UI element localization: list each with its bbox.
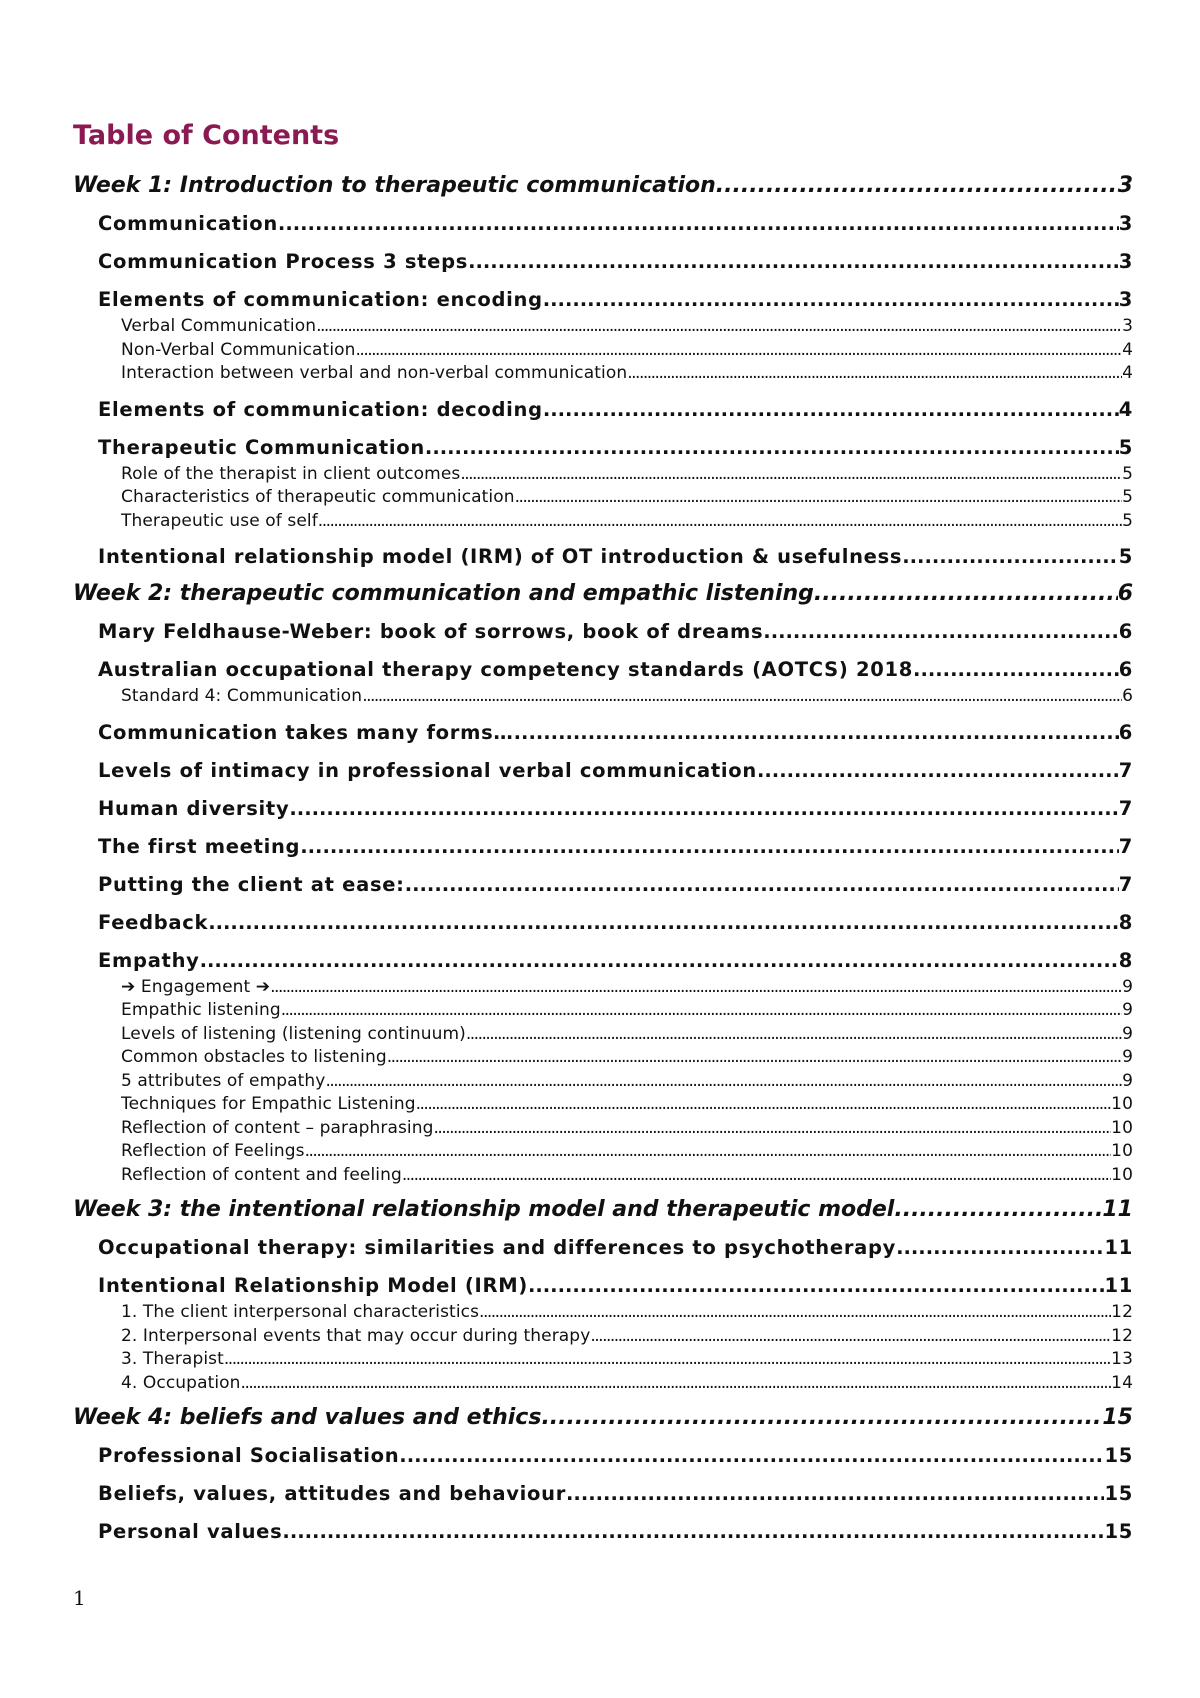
toc-entry-level-3[interactable] <box>73 976 1133 1000</box>
toc-entry-title: 3. Therapist <box>121 1349 224 1369</box>
toc-entry-level-2[interactable] <box>73 1441 1133 1471</box>
toc-entry-page-number: 3 <box>1118 212 1133 235</box>
toc-dot-leader <box>814 579 1118 609</box>
toc-entry-page-number: 6 <box>1118 720 1133 744</box>
toc-entry-page-number: 7 <box>1118 834 1133 858</box>
toc-dot-leader <box>896 1233 1104 1263</box>
toc-entry-page-number: 8 <box>1118 910 1133 934</box>
toc-entry-level-3[interactable] <box>73 339 1133 363</box>
toc-entry-page-number: 4 <box>1122 339 1133 360</box>
toc-entry-title: Personal values <box>98 1520 283 1543</box>
toc-entry-title: Elements of communication: encoding <box>98 288 543 311</box>
toc-entry-title: Therapeutic Communication <box>98 435 425 459</box>
toc-entry-page-number: 4 <box>1122 363 1133 383</box>
toc-dot-leader <box>416 1093 1112 1117</box>
toc-dot-leader <box>543 395 1119 425</box>
toc-entry-page-number: 10 <box>1111 1141 1133 1161</box>
toc-entry-title: ➔ Engagement ➔ <box>121 976 271 997</box>
toc-entry-page-number: 13 <box>1111 1349 1133 1369</box>
toc-entry-title: Empathy <box>98 948 200 972</box>
toc-dot-leader <box>300 832 1119 862</box>
toc-entry-title: Professional Socialisation <box>98 1444 400 1467</box>
toc-entry-level-3[interactable] <box>73 1164 1133 1188</box>
toc-entry-page-number: 7 <box>1118 872 1133 896</box>
toc-entry-title: Human diversity <box>98 796 290 820</box>
toc-entry-level-3[interactable] <box>73 1325 1133 1349</box>
toc-entry-level-3[interactable] <box>73 1093 1133 1117</box>
page-number: 1 <box>73 1586 86 1610</box>
toc-entry-page-number: 7 <box>1118 758 1133 782</box>
toc-dot-leader <box>894 1195 1102 1225</box>
toc-dot-leader <box>325 1070 1122 1094</box>
toc-dot-leader <box>528 1271 1105 1301</box>
toc-entry-title: Techniques for Empathic Listening <box>121 1094 416 1114</box>
toc-entry-title: Empathic listening <box>121 1000 281 1020</box>
toc-entry-level-2[interactable] <box>73 1271 1133 1301</box>
toc-dot-leader <box>362 685 1122 709</box>
toc-entry-title: Verbal Communication <box>121 316 317 336</box>
toc-entry-level-3[interactable] <box>73 362 1133 386</box>
toc-entry-level-3[interactable] <box>73 1046 1133 1070</box>
toc-entry-page-number: 3 <box>1118 250 1133 273</box>
toc-entry-title: 2. Interpersonal events that may occur during therapy <box>121 1325 591 1346</box>
toc-entry-page-number: 15 <box>1102 1405 1133 1430</box>
toc-entry-title: Role of the therapist in client outcomes <box>121 463 461 484</box>
toc-entry-level-3[interactable] <box>73 1140 1133 1164</box>
toc-entry-title: Standard 4: Communication <box>121 686 363 706</box>
toc-entry-level-1[interactable] <box>73 1195 1133 1225</box>
toc-entry-page-number: 5 <box>1118 545 1133 568</box>
toc-entry-level-2[interactable] <box>73 1517 1133 1547</box>
toc-entry-title: 4. Occupation <box>121 1372 241 1393</box>
toc-entry-level-3[interactable] <box>73 463 1133 487</box>
toc-dot-leader <box>514 718 1119 748</box>
toc-entry-page-number: 11 <box>1104 1274 1133 1297</box>
toc-dot-leader <box>425 433 1119 463</box>
toc-dot-leader <box>318 510 1122 534</box>
toc-entry-level-2[interactable] <box>73 756 1133 786</box>
toc-entry-level-2[interactable] <box>73 247 1133 277</box>
toc-entry-page-number: 5 <box>1122 463 1133 484</box>
toc-entry-level-1[interactable] <box>73 1403 1133 1433</box>
toc-dot-leader <box>763 617 1118 647</box>
toc-entry-title: Levels of intimacy in professional verbal communication <box>98 758 757 782</box>
toc-dot-leader <box>543 285 1119 315</box>
toc-entry-page-number: 9 <box>1122 1047 1133 1067</box>
toc-dot-leader <box>466 1023 1122 1047</box>
toc-dot-leader <box>434 1117 1112 1141</box>
toc-dot-leader <box>468 247 1119 277</box>
toc-entry-page-number: 7 <box>1118 796 1133 820</box>
toc-entry-page-number: 5 <box>1122 487 1133 507</box>
toc-entry-level-2[interactable] <box>73 395 1133 425</box>
toc-entry-level-3[interactable] <box>73 1070 1133 1094</box>
toc-dot-leader <box>627 362 1122 386</box>
toc-dot-leader <box>402 1164 1111 1188</box>
toc-entry-level-2[interactable] <box>73 908 1133 938</box>
toc-entry-title: Reflection of content and feeling <box>121 1164 402 1185</box>
toc-dot-leader <box>241 1372 1112 1396</box>
toc-entry-page-number: 3 <box>1117 173 1133 198</box>
toc-entry-level-2[interactable] <box>73 794 1133 824</box>
toc-entry-page-number: 11 <box>1104 1236 1133 1259</box>
toc-entry-page-number: 5 <box>1118 435 1133 459</box>
table-of-contents <box>73 171 1133 1547</box>
toc-entry-title: Communication <box>98 212 278 235</box>
toc-entry-page-number: 8 <box>1118 948 1133 972</box>
toc-entry-level-3[interactable] <box>73 510 1133 534</box>
toc-entry-title: Therapeutic use of self <box>121 510 318 531</box>
toc-entry-level-3[interactable] <box>73 999 1133 1023</box>
toc-dot-leader <box>281 999 1122 1023</box>
toc-entry-level-3[interactable] <box>73 1117 1133 1141</box>
toc-entry-title: Week 4: beliefs and values and ethics <box>73 1405 542 1430</box>
toc-entry-page-number: 6 <box>1117 581 1133 606</box>
toc-entry-level-2[interactable] <box>73 542 1133 572</box>
toc-entry-title: Non-Verbal Communication <box>121 339 356 360</box>
toc-entry-title: Communication takes many forms… <box>98 720 514 744</box>
toc-entry-level-2[interactable] <box>73 617 1133 647</box>
toc-dot-leader <box>278 209 1119 239</box>
toc-entry-level-3[interactable] <box>73 1023 1133 1047</box>
toc-dot-leader <box>208 908 1119 938</box>
toc-title: Table of Contents <box>73 120 340 151</box>
toc-dot-leader <box>541 1403 1102 1433</box>
toc-entry-level-3[interactable] <box>73 1348 1133 1372</box>
toc-entry-level-2[interactable] <box>73 718 1133 748</box>
toc-entry-title: Mary Feldhause-Weber: book of sorrows, book of dreams <box>98 620 764 643</box>
toc-entry-level-3[interactable] <box>73 1301 1133 1325</box>
toc-entry-title: 5 attributes of empathy <box>121 1070 326 1091</box>
toc-dot-leader <box>913 655 1119 685</box>
toc-entry-page-number: 15 <box>1104 1482 1133 1505</box>
toc-entry-level-2[interactable] <box>73 870 1133 900</box>
toc-entry-level-2[interactable] <box>73 433 1133 463</box>
toc-entry-title: Intentional relationship model (IRM) of OT introduction & usefulness <box>98 545 903 568</box>
toc-entry-level-2[interactable] <box>73 832 1133 862</box>
toc-entry-page-number: 9 <box>1122 1023 1133 1044</box>
toc-dot-leader <box>224 1348 1111 1372</box>
toc-entry-page-number: 10 <box>1111 1164 1133 1185</box>
toc-entry-title: Interaction between verbal and non-verbal communication <box>121 363 628 383</box>
toc-entry-title: Communication Process 3 steps <box>98 250 469 273</box>
toc-entry-level-3[interactable] <box>73 685 1133 709</box>
toc-entry-title: Elements of communication: decoding <box>98 397 543 421</box>
toc-entry-title: Characteristics of therapeutic communication <box>121 487 515 507</box>
toc-dot-leader <box>590 1325 1111 1349</box>
toc-entry-level-1[interactable] <box>73 579 1133 609</box>
toc-dot-leader <box>356 339 1123 363</box>
toc-dot-leader <box>902 542 1118 572</box>
toc-dot-leader <box>282 1517 1104 1547</box>
toc-entry-title: Feedback <box>98 910 209 934</box>
toc-entry-level-2[interactable] <box>73 1233 1133 1263</box>
toc-entry-level-2[interactable] <box>73 209 1133 239</box>
toc-entry-title: Intentional Relationship Model (IRM) <box>98 1274 528 1297</box>
toc-entry-title: Week 3: the intentional relationship model and therapeutic model <box>73 1197 895 1222</box>
toc-dot-leader <box>316 315 1122 339</box>
toc-entry-page-number: 9 <box>1122 1070 1133 1091</box>
toc-entry-page-number: 10 <box>1111 1117 1133 1138</box>
toc-entry-level-2[interactable] <box>73 655 1133 685</box>
toc-entry-page-number: 12 <box>1111 1325 1133 1346</box>
toc-entry-page-number: 11 <box>1102 1197 1133 1222</box>
toc-entry-title: Occupational therapy: similarities and differences to psychotherapy <box>98 1236 897 1259</box>
toc-entry-page-number: 10 <box>1111 1094 1133 1114</box>
toc-entry-level-3[interactable] <box>73 486 1133 510</box>
toc-entry-title: Week 2: therapeutic communication and empathic listening <box>73 581 814 606</box>
toc-dot-leader <box>515 486 1122 510</box>
toc-entry-page-number: 6 <box>1122 686 1133 706</box>
toc-dot-leader <box>460 463 1122 487</box>
toc-dot-leader <box>289 794 1118 824</box>
toc-entry-title: Common obstacles to listening <box>121 1047 387 1067</box>
toc-entry-title: Reflection of content – paraphrasing <box>121 1117 434 1138</box>
toc-entry-page-number: 6 <box>1118 620 1133 643</box>
toc-dot-leader <box>479 1301 1111 1325</box>
toc-entry-page-number: 12 <box>1111 1302 1133 1322</box>
toc-entry-level-3[interactable] <box>73 315 1133 339</box>
toc-entry-page-number: 15 <box>1104 1520 1133 1543</box>
toc-entry-level-3[interactable] <box>73 1372 1133 1396</box>
toc-entry-level-1[interactable] <box>73 171 1133 201</box>
toc-entry-level-2[interactable] <box>73 946 1133 976</box>
toc-entry-page-number: 4 <box>1118 397 1133 421</box>
toc-entry-title: 1. The client interpersonal characteristics <box>121 1302 480 1322</box>
toc-dot-leader <box>305 1140 1112 1164</box>
toc-entry-page-number: 14 <box>1111 1372 1133 1393</box>
toc-dot-leader <box>405 870 1119 900</box>
toc-dot-leader <box>566 1479 1104 1509</box>
toc-entry-level-2[interactable] <box>73 285 1133 315</box>
toc-entry-title: Beliefs, values, attitudes and behaviour <box>98 1482 567 1505</box>
toc-entry-page-number: 9 <box>1122 976 1133 997</box>
toc-entry-title: The first meeting <box>98 834 301 858</box>
toc-entry-page-number: 3 <box>1118 288 1133 311</box>
toc-entry-page-number: 9 <box>1122 1000 1133 1020</box>
toc-entry-title: Putting the client at ease: <box>98 872 405 896</box>
toc-entry-page-number: 5 <box>1122 510 1133 531</box>
toc-entry-page-number: 15 <box>1104 1444 1133 1467</box>
toc-entry-title: Levels of listening (listening continuum) <box>121 1023 466 1044</box>
toc-entry-level-2[interactable] <box>73 1479 1133 1509</box>
toc-dot-leader <box>200 946 1119 976</box>
toc-dot-leader <box>270 976 1122 1000</box>
toc-entry-title: Reflection of Feelings <box>121 1141 305 1161</box>
toc-entry-title: Australian occupational therapy competency standards (AOTCS) 2018 <box>98 658 914 681</box>
toc-dot-leader <box>757 756 1119 786</box>
toc-entry-page-number: 3 <box>1122 316 1133 336</box>
toc-entry-title: Week 1: Introduction to therapeutic communication <box>73 173 716 198</box>
toc-entry-page-number: 6 <box>1118 658 1133 681</box>
toc-dot-leader <box>716 171 1118 201</box>
toc-dot-leader <box>399 1441 1104 1471</box>
toc-dot-leader <box>387 1046 1122 1070</box>
